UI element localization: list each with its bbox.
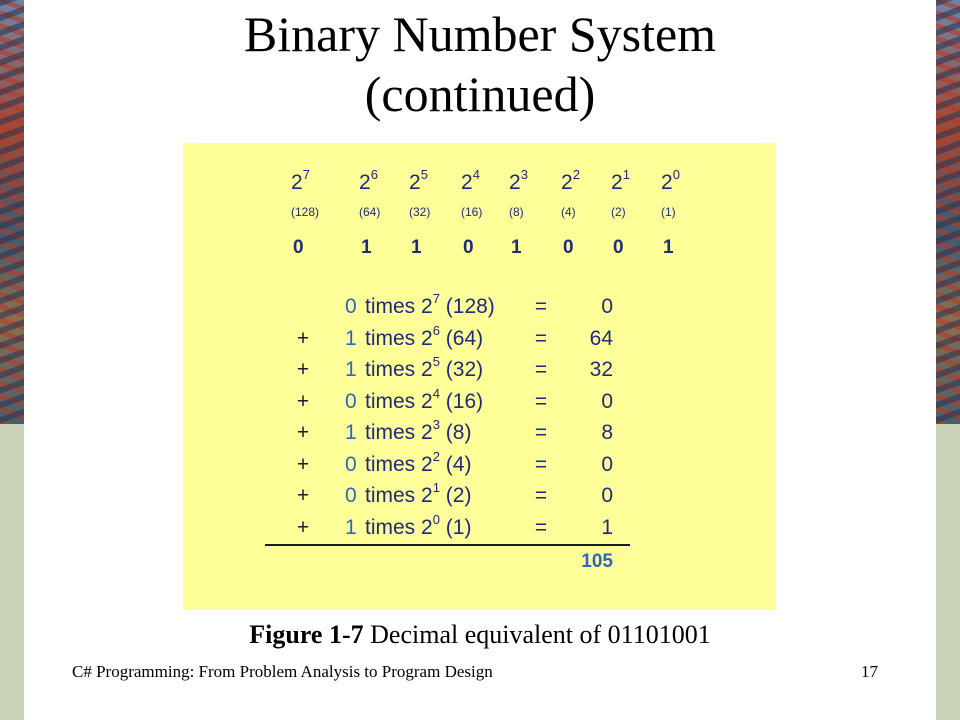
plus-operator: +	[296, 358, 310, 381]
plus-operator: +	[296, 421, 310, 444]
binary-digit: 0	[563, 237, 574, 258]
calculation-row	[183, 480, 776, 512]
multiplier-expression: times $2^6$ (64)	[365, 322, 484, 350]
left-decorative-border	[0, 0, 24, 720]
slide-title-line1: Binary Number System	[243, 6, 717, 62]
place-value-label: (4)	[561, 205, 576, 219]
multiplier-expression: times $2^5$ (32)	[365, 354, 484, 381]
binary-digit: 0	[613, 237, 624, 258]
figure-caption-text: Decimal equivalent of 01101001	[363, 620, 711, 649]
place-value-label: (128)	[291, 205, 320, 219]
bit-digit: 0	[345, 295, 357, 318]
right-decorative-border	[936, 0, 960, 720]
place-value-label: (1)	[661, 205, 676, 219]
multiplier-expression: times $2^1$ (2)	[365, 480, 472, 507]
row-result: 0	[601, 452, 613, 476]
place-value-label: (64)	[359, 205, 381, 219]
equals-sign: =	[534, 515, 548, 539]
row-result: 64	[589, 326, 613, 350]
calculation-row	[183, 354, 776, 386]
footer-book-title: C# Programming: From Problem Analysis to Program Design	[72, 662, 493, 681]
multiplier-expression: times $2^2$ (4)	[365, 448, 472, 476]
place-value-label: (16)	[461, 205, 483, 219]
row-result: 32	[589, 358, 613, 381]
sum-line	[265, 544, 630, 546]
power-of-two-label: $2^6$	[359, 167, 378, 194]
bit-digit: 1	[345, 515, 357, 539]
bit-digit: 0	[345, 484, 357, 507]
bit-digit: 0	[345, 452, 357, 476]
plus-operator: +	[296, 484, 310, 507]
equals-sign: =	[534, 295, 548, 318]
binary-digit: 0	[293, 237, 304, 258]
plus-operator: +	[296, 452, 310, 476]
row-result: 0	[601, 295, 613, 318]
right-border-strip	[936, 424, 960, 720]
power-of-two-label: $2^5$	[409, 167, 428, 194]
equals-sign: =	[534, 358, 548, 381]
slide-title	[60, 4, 900, 124]
calculation-row	[183, 291, 776, 323]
calculation-row	[183, 448, 776, 481]
row-result: 0	[601, 484, 613, 507]
binary-digit: 1	[411, 237, 422, 258]
power-of-two-label: $2^3$	[509, 167, 528, 194]
binary-digit: 1	[511, 237, 522, 258]
calculation-row	[183, 417, 776, 449]
left-border-strip	[0, 424, 24, 720]
equals-sign: =	[534, 452, 548, 476]
equals-sign: =	[534, 389, 548, 413]
bit-digit: 1	[345, 421, 357, 444]
left-border-photo	[0, 0, 24, 424]
figure-caption	[120, 620, 840, 650]
calculation-row	[183, 511, 776, 544]
calculation-row	[183, 385, 776, 418]
binary-digit: 1	[361, 237, 372, 258]
place-value-label: (2)	[611, 205, 626, 219]
power-of-two-label: $2^4$	[461, 167, 480, 194]
binary-conversion-figure	[183, 143, 776, 610]
multiplier-expression: times $2^4$ (16)	[365, 385, 484, 413]
place-value-label: (32)	[409, 205, 431, 219]
plus-operator: +	[296, 389, 310, 413]
equals-sign: =	[534, 421, 548, 444]
binary-digit: 0	[463, 237, 474, 258]
binary-digit: 1	[663, 237, 674, 258]
bit-digit: 1	[345, 358, 357, 381]
power-of-two-label: $2^2$	[561, 167, 580, 194]
row-result: 8	[601, 421, 613, 444]
footer-page-number: 17	[861, 662, 878, 681]
calculation-row	[183, 322, 776, 355]
power-of-two-label: $2^7$	[291, 167, 310, 194]
multiplier-expression: times $2^3$ (8)	[365, 417, 472, 444]
equals-sign: =	[534, 326, 548, 350]
plus-operator: +	[296, 515, 310, 539]
figure-caption-label: Figure 1-7	[249, 620, 364, 649]
plus-operator: +	[296, 326, 310, 350]
row-result: 1	[601, 515, 613, 539]
slide-title-line2: (continued)	[364, 66, 596, 122]
row-result: 0	[601, 389, 613, 413]
multiplier-expression: times $2^7$ (128)	[365, 291, 495, 318]
place-value-label: (8)	[509, 205, 524, 219]
power-of-two-label: $2^1$	[611, 167, 630, 194]
bit-digit: 1	[345, 326, 357, 350]
power-of-two-label: $2^0$	[661, 167, 680, 194]
right-border-photo	[936, 0, 960, 424]
multiplier-expression: times $2^0$ (1)	[365, 511, 472, 539]
equals-sign: =	[534, 484, 548, 507]
total-value: 105	[581, 551, 613, 572]
bit-digit: 0	[345, 389, 357, 413]
